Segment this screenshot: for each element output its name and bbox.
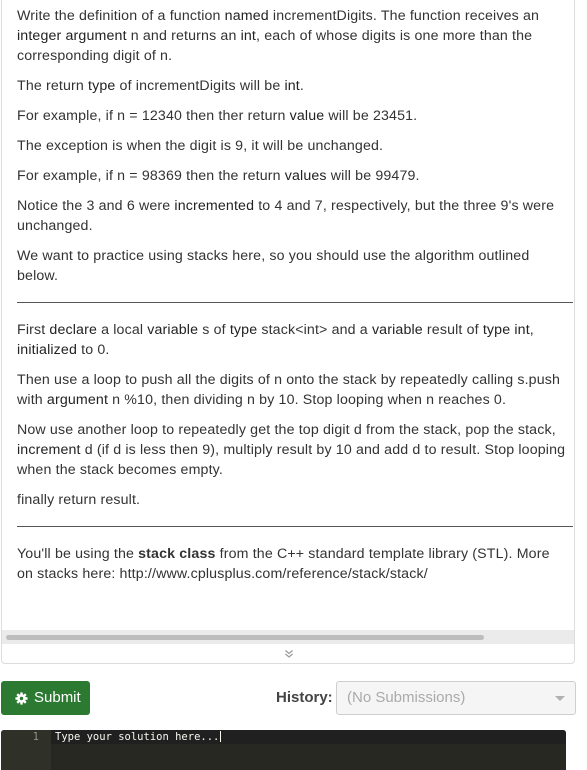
caret-down-icon (555, 696, 565, 701)
line-number: 1 (32, 731, 39, 743)
keyword-link[interactable]: integer argument (17, 28, 127, 44)
divider (17, 302, 573, 303)
double-chevron-down-icon (284, 649, 294, 659)
problem-panel (1, 0, 575, 664)
keyword-link[interactable]: values (284, 168, 327, 184)
code-editor[interactable] (1, 730, 566, 770)
keyword-link[interactable]: increment (17, 442, 81, 458)
paragraph-3: For example, if n = 12340 then ther return value will be 23451. (17, 108, 418, 124)
keyword-link[interactable]: int (240, 28, 257, 44)
keyword-link[interactable]: value (289, 108, 325, 124)
paragraph-10: Now use another loop to repeatedly get the top digit d from the stack, pop the stack, increment d (if d is less then 9), multiply result by 10 and add d to result. Stop looping when the stack becomes empty. (17, 422, 566, 478)
history-label: History: (276, 689, 333, 706)
paragraph-7: We want to practice using stacks here, so you should use the algorithm outlined below. (17, 248, 530, 284)
gear-icon (15, 692, 28, 705)
paragraph-2: The return type of incrementDigits will be int. (17, 78, 304, 94)
editor-gutter (1, 730, 51, 770)
horizontal-scrollbar[interactable] (2, 630, 575, 644)
expand-toggle[interactable] (2, 646, 575, 664)
scrollbar-thumb[interactable] (6, 635, 484, 640)
problem-description (17, 6, 567, 594)
keyword-link[interactable]: named (224, 8, 269, 24)
keyword-link[interactable]: incremented (174, 198, 255, 214)
keyword-link[interactable]: variable (371, 322, 423, 338)
keyword-link[interactable]: variable (147, 322, 199, 338)
submit-button[interactable] (1, 681, 90, 715)
paragraph-12: You'll be using the stack class from the C++ standard template library (STL). More on stacks here: http://www.cplusplus.com/reference/stack/stack/ (17, 546, 550, 582)
keyword-link[interactable]: initialized (17, 342, 78, 358)
text-cursor (220, 731, 221, 742)
paragraph-11: finally return result. (17, 492, 141, 508)
divider (17, 526, 573, 527)
paragraph-9: Then use a loop to push all the digits of n onto the stack by repeatedly calling s.push with argument n %10, then dividing n by 10. Stop looping when n reaches 0. (17, 372, 561, 408)
keyword-link[interactable]: type (229, 322, 258, 338)
history-selected-value: (No Submissions) (347, 689, 466, 706)
paragraph-1: Write the definition of a function named incrementDigits. The function receives an integer argument n and returns an int, each of whose digits is one more than the corresponding digit of n. (17, 8, 540, 64)
paragraph-4: The exception is when the digit is 9, it will be unchanged. (17, 138, 384, 154)
keyword-link[interactable]: argument (46, 392, 109, 408)
keyword-link[interactable]: declare (49, 322, 98, 338)
history-select[interactable] (336, 681, 576, 715)
editor-placeholder[interactable]: Type your solution here... (55, 731, 220, 743)
keyword-link[interactable]: type (88, 78, 116, 94)
paragraph-5: For example, if n = 98369 then the return values will be 99479. (17, 168, 420, 184)
submit-label: Submit (34, 689, 81, 706)
keyword-link[interactable]: int (284, 78, 300, 94)
paragraph-6: Notice the 3 and 6 were incremented to 4 and 7, respectively, but the three 9's were unchanged. (17, 198, 555, 234)
stack-class-term: stack class (138, 546, 216, 562)
paragraph-8: First declare a local variable s of type stack<int> and a variable result of type int, initialized to 0. (17, 322, 534, 358)
keyword-link[interactable]: type int (482, 322, 530, 338)
